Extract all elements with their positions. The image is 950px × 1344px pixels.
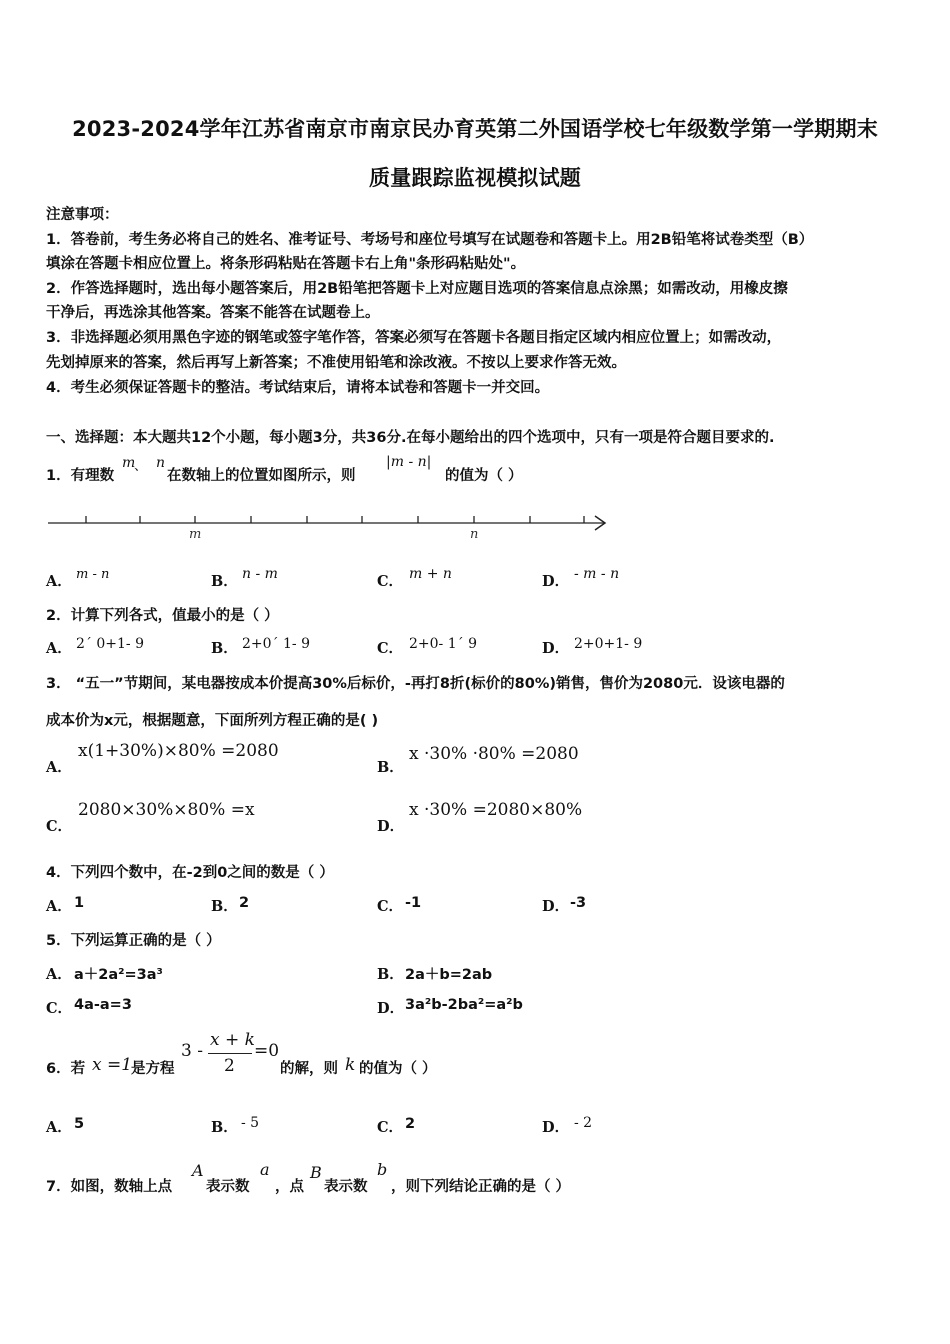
option-letter: B．: [211, 640, 238, 657]
option-value: - m - n: [574, 566, 620, 582]
notice-line: 3．非选择题必须用黑色字迹的钢笔或签字笔作答，答案必须写在答题卡各题目指定区域内相应位置上；如需改动，: [46, 330, 782, 346]
page-title: 2023-2024学年江苏省南京市南京民办育英第二外国语学校七年级数学第一学期期末: [72, 117, 878, 141]
question-6-suffix: 的值为（ ）: [359, 1061, 437, 1077]
question-5-stem: 5．下列运算正确的是（ ）: [46, 933, 221, 949]
option-letter: D．: [542, 898, 570, 915]
option-value: -1: [405, 895, 422, 911]
question-7-part: ，点: [275, 1179, 304, 1195]
option-value: 2: [239, 895, 250, 911]
var-k: k: [345, 1055, 356, 1075]
question-6-prefix: 6．若: [46, 1061, 86, 1077]
option-letter: A．: [46, 759, 72, 776]
equation-right: =0: [254, 1041, 280, 1061]
question-6-mid2: 的解，则: [280, 1061, 338, 1077]
notice-line: 先划掉原来的答案，然后再写上新答案；不准使用铅笔和涂改液。不按以上要求作答无效。: [46, 355, 626, 371]
option-value: 2a＋b=2ab: [405, 967, 493, 983]
option-letter: D．: [377, 818, 405, 835]
option-value: -3: [570, 895, 587, 911]
option-value: n - m: [242, 566, 278, 582]
var-a: a: [260, 1160, 270, 1179]
number-line-figure: [44, 505, 614, 545]
option-value: 2+0- 1´ 9: [409, 636, 477, 652]
var-n: n: [156, 455, 166, 471]
option-value: x ·30% =2080×80%: [409, 800, 583, 820]
var-b: b: [377, 1160, 388, 1179]
option-letter: A．: [46, 898, 72, 915]
option-value: m - n: [76, 567, 110, 582]
option-value: 5: [74, 1116, 85, 1132]
page-subtitle: 质量跟踪监视模拟试题: [369, 166, 581, 190]
option-value: 4a-a=3: [74, 997, 132, 1013]
option-letter: A．: [46, 1119, 72, 1136]
point-A: A: [192, 1161, 204, 1180]
option-letter: D．: [542, 640, 570, 657]
option-letter: D．: [377, 1000, 405, 1017]
option-value: 2+0+1- 9: [574, 636, 643, 652]
option-letter: C．: [377, 640, 404, 657]
option-letter: C．: [377, 1119, 404, 1136]
option-letter: A．: [46, 640, 72, 657]
axis-label-n: n: [470, 527, 479, 542]
question-7-part: 表示数: [324, 1179, 368, 1195]
notice-line: 填涂在答题卡相应位置上。将条形码粘贴在答题卡右上角"条形码粘贴处"。: [46, 256, 526, 272]
fraction-bar: [208, 1053, 252, 1054]
option-letter: D．: [542, 1119, 570, 1136]
notice-line: 2．作答选择题时，选出每小题答案后，用2B铅笔把答题卡上对应题目选项的答案信息点涂黑；如需改动，用橡皮擦: [46, 281, 788, 297]
question-3-line2: 成本价为x元，根据题意，下面所列方程正确的是( ): [46, 713, 379, 729]
point-B: B: [310, 1163, 322, 1182]
var-m: m: [122, 455, 136, 471]
option-letter: C．: [46, 1000, 73, 1017]
option-value: x(1+30%)×80% =2080: [78, 741, 279, 761]
option-letter: C．: [377, 898, 404, 915]
separator: 、: [134, 459, 148, 474]
option-letter: D．: [542, 573, 570, 590]
question-1-prefix: 1．有理数: [46, 468, 115, 484]
question-7-part: ，则下列结论正确的是（ ）: [391, 1179, 571, 1195]
option-value: - 2: [574, 1115, 593, 1131]
option-value: 2080×30%×80% =x: [78, 800, 255, 820]
option-letter: B．: [377, 759, 404, 776]
question-2-stem: 2．计算下列各式，值最小的是（ ）: [46, 608, 279, 624]
option-letter: A．: [46, 966, 72, 983]
option-letter: A．: [46, 573, 72, 590]
option-value: a＋2a²=3a³: [74, 967, 163, 983]
abs-expression: |m - n|: [386, 454, 432, 470]
axis-label-m: m: [189, 527, 202, 542]
option-letter: B．: [211, 898, 238, 915]
option-value: - 5: [241, 1115, 260, 1131]
notice-heading: 注意事项：: [46, 207, 119, 223]
option-value: 1: [74, 895, 85, 911]
option-value: 2´ 0+1- 9: [76, 636, 144, 652]
notice-line: 1．答卷前，考生务必将自己的姓名、准考证号、考场号和座位号填写在试题卷和答题卡上。用2B铅笔将试卷类型（B）: [46, 232, 814, 248]
condition: x =1: [92, 1055, 133, 1075]
option-value: 2+0´ 1- 9: [242, 636, 310, 652]
option-value: m + n: [409, 566, 452, 582]
question-7-part: 表示数: [206, 1179, 250, 1195]
section-heading: 一、选择题：本大题共12个小题，每小题3分，共36分.在每小题给出的四个选项中，只有一项是符合题目要求的.: [46, 430, 775, 446]
question-3-line1: 3． “五一”节期间，某电器按成本价提高30%后标价，-再打8折(标价的80%)销售，售价为2080元．设该电器的: [46, 676, 785, 692]
question-1-mid: 在数轴上的位置如图所示，则: [167, 468, 356, 484]
question-6-mid: 是方程: [131, 1061, 175, 1077]
option-value: 3a²b-2ba²=a²b: [405, 997, 523, 1013]
fraction-numerator: x + k: [210, 1030, 255, 1050]
notice-line: 4．考生必须保证答题卡的整洁。考试结束后，请将本试卷和答题卡一并交回。: [46, 380, 550, 396]
option-letter: C．: [377, 573, 404, 590]
question-7-part: 7．如图，数轴上点: [46, 1179, 173, 1195]
equation-left: 3 -: [181, 1041, 203, 1061]
option-value: x ·30% ·80% =2080: [409, 744, 579, 764]
question-1-suffix: 的值为（ ）: [445, 468, 523, 484]
question-4-stem: 4．下列四个数中，在-2到0之间的数是（ ）: [46, 865, 334, 881]
option-letter: B．: [377, 966, 404, 983]
option-letter: B．: [211, 573, 238, 590]
option-value: 2: [405, 1116, 416, 1132]
fraction-denominator: 2: [224, 1056, 235, 1076]
option-letter: C．: [46, 818, 73, 835]
option-letter: B．: [211, 1119, 238, 1136]
notice-line: 干净后，再选涂其他答案。答案不能答在试题卷上。: [46, 305, 380, 321]
